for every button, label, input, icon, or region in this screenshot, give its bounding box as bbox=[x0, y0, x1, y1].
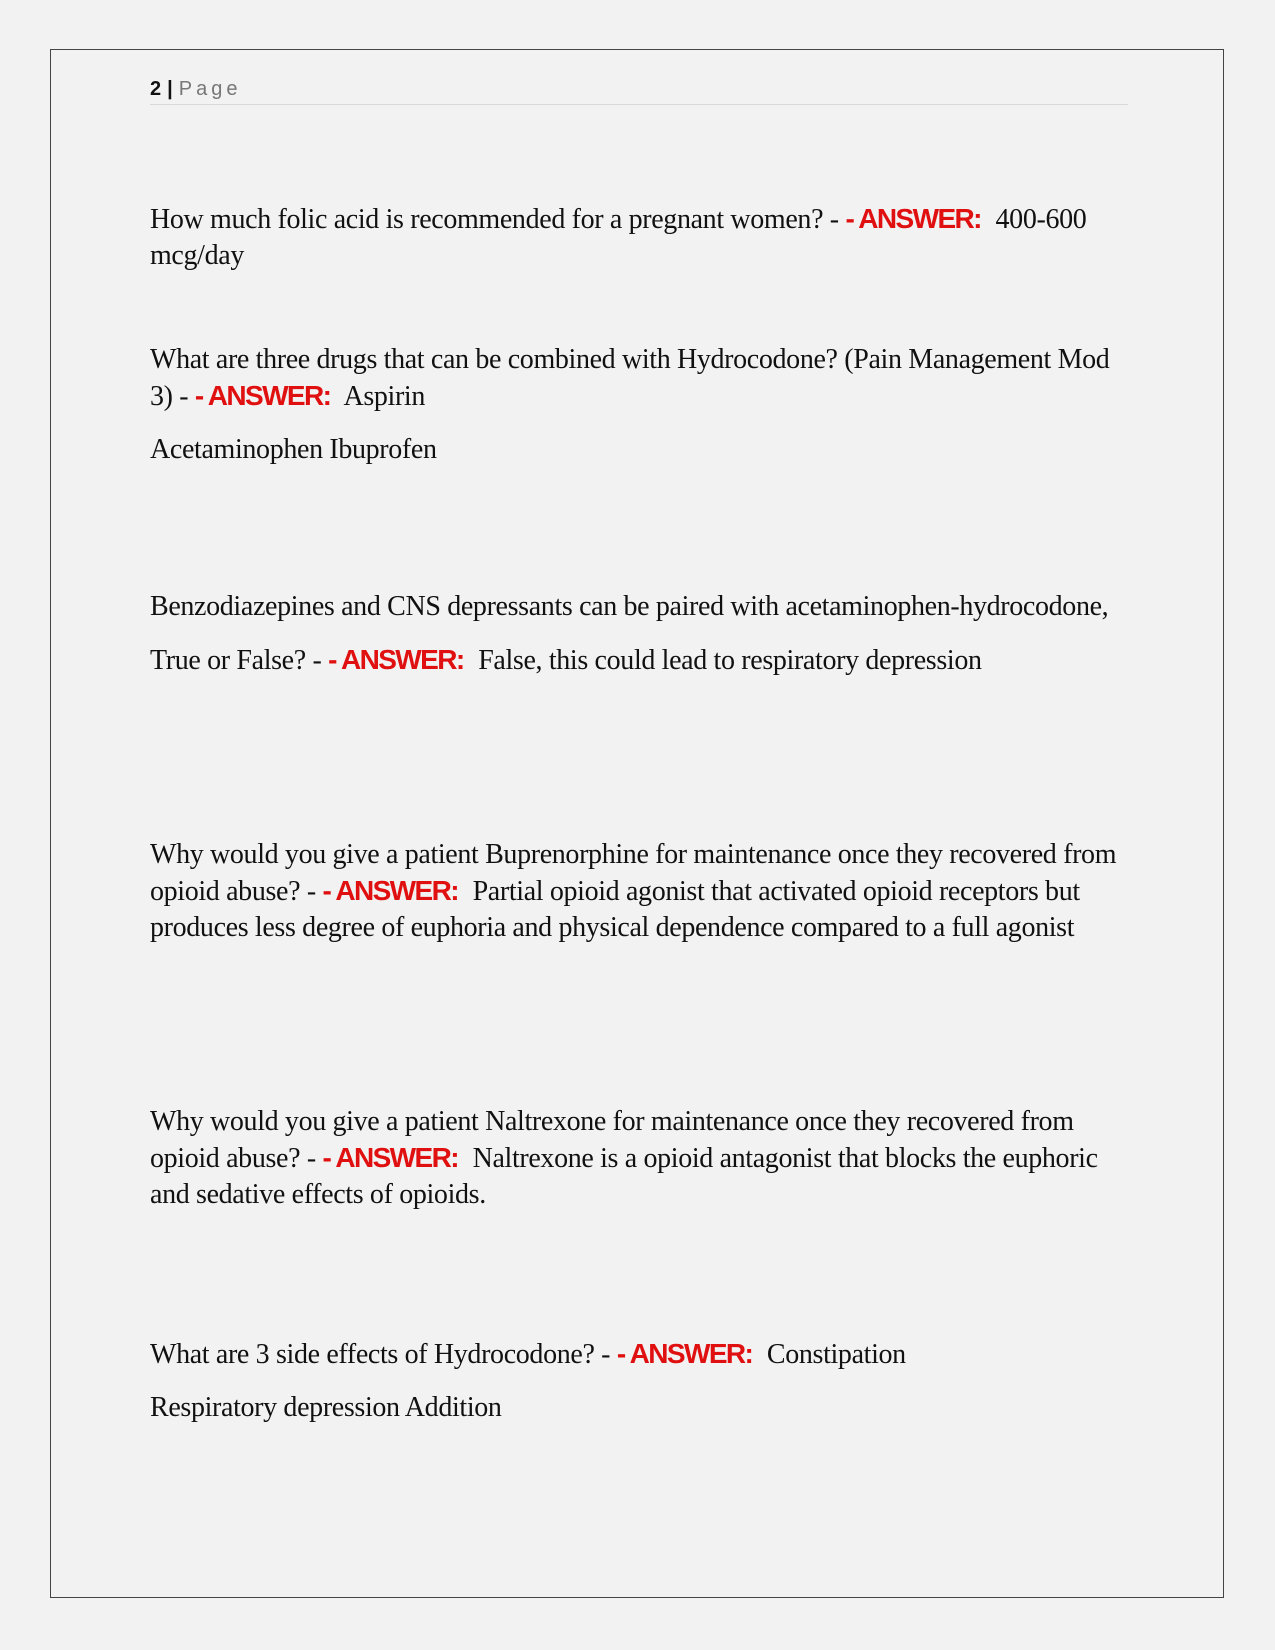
answer-continuation: Respiratory depression Addition bbox=[150, 1392, 502, 1423]
question-text: Why would you give a patient Naltrexone for maintenance once they recovered from opioid abuse? - bbox=[150, 1106, 1074, 1174]
qa-paragraph bbox=[150, 201, 1130, 274]
qa-paragraph bbox=[150, 342, 1130, 415]
qa-paragraph bbox=[150, 1336, 1130, 1373]
qa-item-folic-acid bbox=[150, 201, 1130, 274]
qa-paragraph bbox=[150, 1104, 1130, 1213]
qa-paragraph bbox=[150, 642, 1130, 679]
question-text: Why would you give a patient Buprenorphine for maintenance once they recovered from opioid abuse? - bbox=[150, 839, 1117, 907]
qa-item-naltrexone bbox=[150, 1104, 1130, 1213]
qa-item-side-effects bbox=[150, 1336, 1130, 1426]
answer-text: 400-600 mcg/day bbox=[150, 204, 1087, 271]
qa-paragraph bbox=[150, 837, 1130, 946]
page-number: 2 bbox=[150, 78, 162, 100]
question-intro: Benzodiazepines and CNS depressants can be paired with acetaminophen-hydrocodone, bbox=[150, 591, 1109, 622]
header-separator: | bbox=[167, 78, 173, 100]
answer-text: False, this could lead to respiratory depression bbox=[478, 645, 982, 676]
question-text: How much folic acid is recommended for a pregnant women? - bbox=[150, 204, 839, 235]
qa-item-benzodiazepines bbox=[150, 589, 1130, 679]
answer-continuation: Acetaminophen Ibuprofen bbox=[150, 434, 437, 465]
answer-label: - ANSWER: bbox=[328, 644, 464, 675]
answer-text: Partial opioid agonist that activated opioid receptors but produces less degree of euphoria and physical dependence compared to a full agonist bbox=[150, 876, 1080, 943]
answer-label: - ANSWER: bbox=[845, 203, 981, 234]
answer-label: - ANSWER: bbox=[322, 1142, 458, 1173]
qa-item-hydrocodone-combos bbox=[150, 342, 1130, 468]
question-text: What are 3 side effects of Hydrocodone? - bbox=[150, 1339, 611, 1370]
answer-label: - ANSWER: bbox=[322, 875, 458, 906]
question-text: True or False? - bbox=[150, 645, 322, 676]
answer-label: - ANSWER: bbox=[616, 1338, 753, 1369]
answer-label: - ANSWER: bbox=[194, 380, 331, 411]
answer-text: Naltrexone is a opioid antagonist that blocks the euphoric and sedative effects of opioids. bbox=[150, 1143, 1098, 1210]
question-text: What are three drugs that can be combined with Hydrocodone? (Pain Management Mod 3) - bbox=[150, 344, 1110, 412]
page-label: Page bbox=[178, 78, 242, 100]
page-header bbox=[150, 76, 1128, 105]
answer-text: Aspirin bbox=[343, 381, 426, 412]
answer-text: Constipation bbox=[766, 1339, 906, 1370]
qa-item-buprenorphine bbox=[150, 837, 1130, 946]
